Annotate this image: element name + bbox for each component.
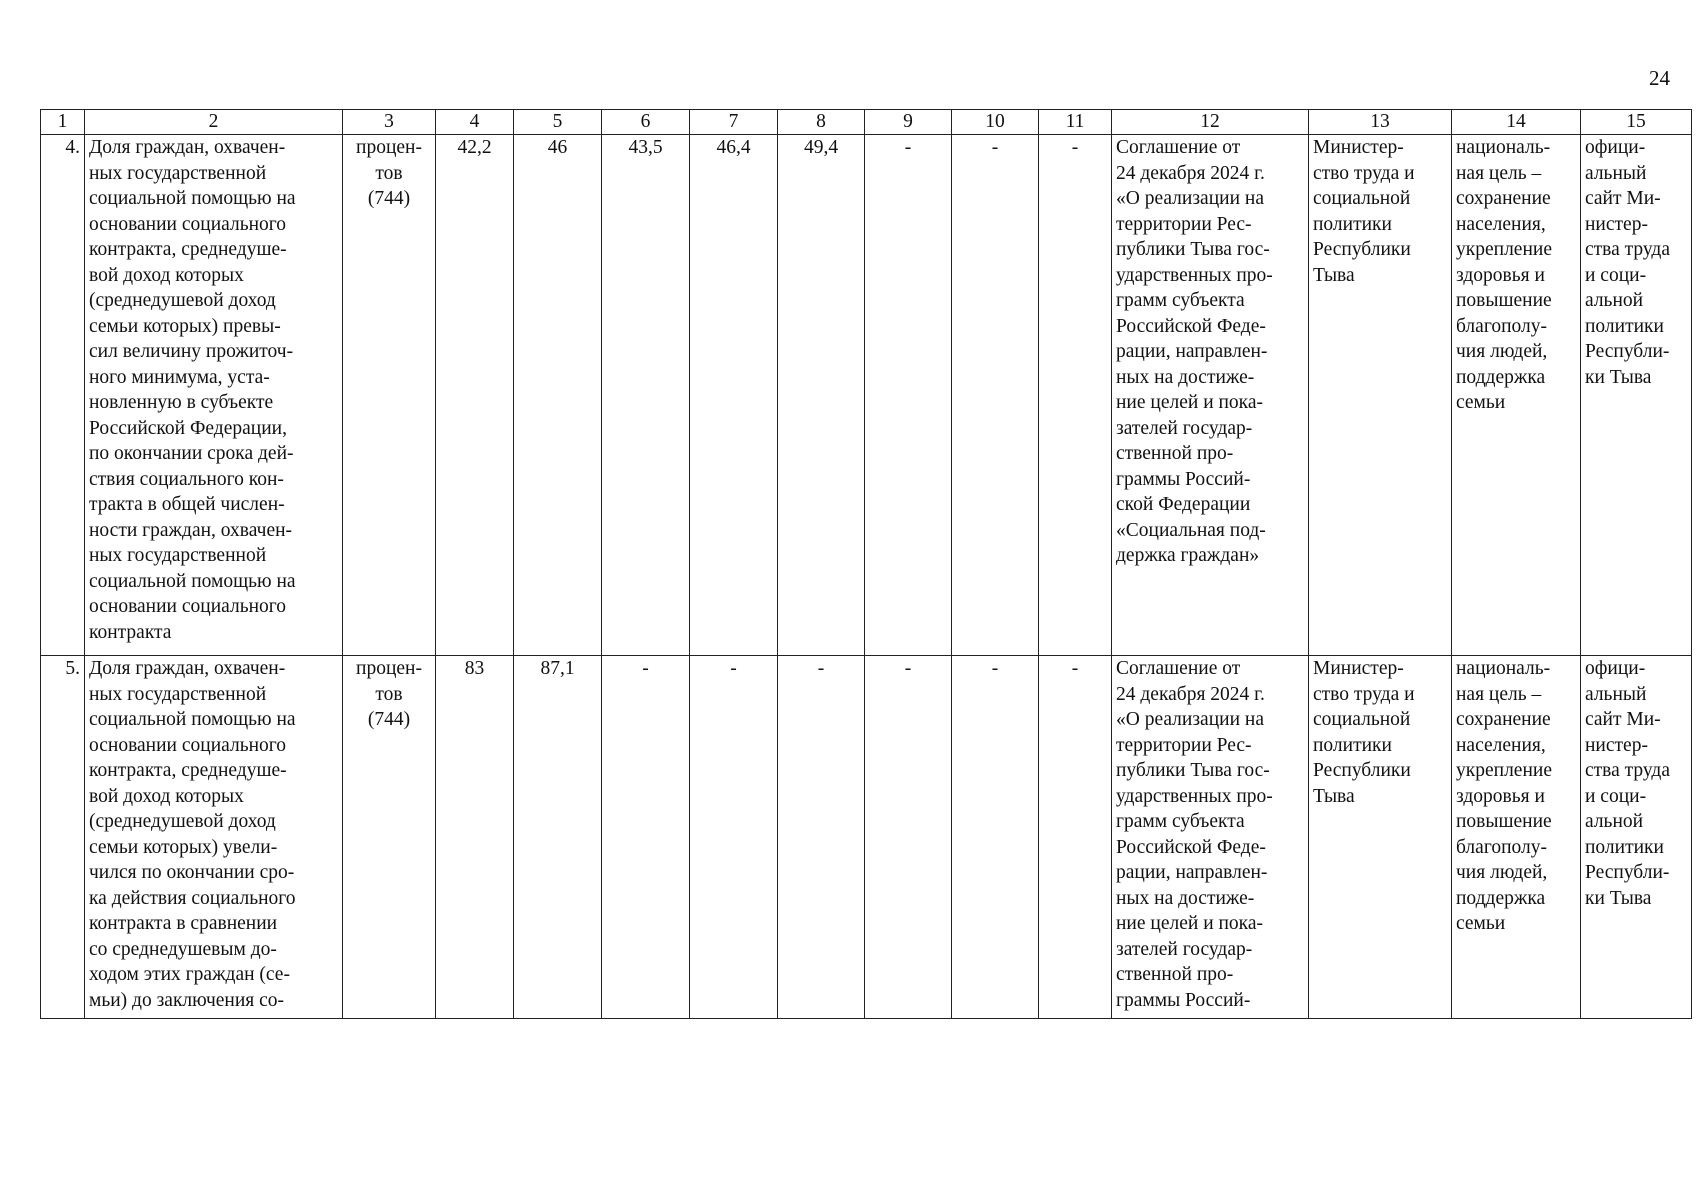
text-line: процен- <box>356 658 422 679</box>
text-line: Республики <box>1313 239 1411 260</box>
text-line: граммы Россий- <box>1116 468 1251 490</box>
text-line: тракта в общей числен- <box>89 494 285 515</box>
text-line: социальной <box>1313 709 1411 730</box>
text-line: нистер- <box>1585 734 1648 756</box>
text-line: зателей государ- <box>1116 417 1253 439</box>
text-line: территории Рес- <box>1116 734 1252 756</box>
text-line: ударственных про- <box>1116 785 1273 807</box>
text-line: тов <box>375 162 403 184</box>
text-line: националь- <box>1456 658 1551 679</box>
value-cell: - <box>952 656 1039 1019</box>
value-cell: 42,2 <box>436 135 514 656</box>
value-cell: - <box>865 656 952 1019</box>
text-line: «Социальная под- <box>1116 519 1266 541</box>
text-line: офици- <box>1585 658 1646 679</box>
text-line: ная цель – <box>1456 162 1542 184</box>
text-line: ство труда и <box>1313 162 1415 184</box>
text-line: чия людей, <box>1456 862 1548 883</box>
text-line: ние целей и пока- <box>1116 392 1264 413</box>
text-line: ных государственной <box>89 683 267 705</box>
text-line: ской Федерации <box>1116 494 1251 515</box>
text-line: основании социального <box>89 213 287 235</box>
text-line: основании социального <box>89 734 287 756</box>
text-line: укрепление <box>1456 239 1552 260</box>
text-line: благополу- <box>1456 315 1547 337</box>
responsible-body <box>1309 656 1452 1019</box>
value-cell: - <box>865 135 952 656</box>
text-line: националь- <box>1456 137 1551 158</box>
text-line: тов <box>375 683 403 705</box>
value-cell: - <box>1039 656 1112 1019</box>
column-header-row <box>41 110 1692 135</box>
column-header: 5 <box>514 110 602 135</box>
text-line: граммы Россий- <box>1116 989 1251 1011</box>
text-line: ных на достиже- <box>1116 887 1255 909</box>
text-line: чия людей, <box>1456 341 1548 362</box>
indicator-table <box>40 109 1692 1019</box>
text-line: рации, направлен- <box>1116 341 1268 362</box>
text-line: ки Тыва <box>1585 366 1652 388</box>
text-line: вой доход которых <box>89 264 244 286</box>
text-line: политики <box>1313 734 1392 756</box>
text-line: Тыва <box>1313 785 1355 807</box>
indicator-description <box>85 656 343 1019</box>
text-line: грамм субъекта <box>1116 290 1245 311</box>
text-line: альный <box>1585 162 1647 184</box>
value-cell: - <box>1039 135 1112 656</box>
text-line: альной <box>1585 811 1644 832</box>
unit-of-measure <box>343 656 436 1019</box>
text-line: основании социального <box>89 596 287 617</box>
value-cell: - <box>952 135 1039 656</box>
row-number: 5. <box>41 656 85 1019</box>
text-line: ство труда и <box>1313 683 1415 705</box>
text-line: грамм субъекта <box>1116 811 1245 832</box>
text-line: ная цель – <box>1456 683 1542 705</box>
text-line: (744) <box>367 188 411 209</box>
text-line: здоровья и <box>1456 785 1545 807</box>
text-line: зателей государ- <box>1116 938 1253 960</box>
data-source <box>1581 656 1692 1019</box>
text-line: территории Рес- <box>1116 213 1252 235</box>
text-line: семьи которых) превы- <box>89 315 281 337</box>
value-cell: 83 <box>436 656 514 1019</box>
text-line: ствия социального кон- <box>89 468 284 490</box>
text-line: благополу- <box>1456 836 1547 858</box>
text-line: вой доход которых <box>89 785 244 807</box>
text-line: ка действия социального <box>89 887 296 909</box>
text-line: по окончании срока дей- <box>89 443 294 464</box>
text-line: контракта <box>89 621 172 643</box>
text-line: и соци- <box>1585 264 1647 286</box>
value-cell: 87,1 <box>514 656 602 1019</box>
text-line: ности граждан, охвачен- <box>89 519 293 541</box>
text-line: нистер- <box>1585 213 1648 235</box>
text-line: Министер- <box>1313 137 1404 158</box>
text-line: контракта, среднедуше- <box>89 239 287 260</box>
text-line: Российской Феде- <box>1116 836 1266 858</box>
text-line: мьи) до заключения со- <box>89 989 285 1011</box>
text-line: социальной помощью на <box>89 570 296 592</box>
national-goal <box>1452 135 1581 656</box>
text-line: семьи <box>1456 913 1506 934</box>
table-row <box>41 135 1692 656</box>
unit-of-measure <box>343 135 436 656</box>
text-line: (744) <box>367 709 411 730</box>
national-goal <box>1452 656 1581 1019</box>
text-line: поддержка <box>1456 366 1546 388</box>
text-line: Российской Федерации, <box>89 417 287 439</box>
text-line: ных на достиже- <box>1116 366 1255 388</box>
table-row <box>41 656 1692 1019</box>
text-line: «О реализации на <box>1116 188 1264 209</box>
text-line: контракта в сравнении <box>89 913 278 934</box>
text-line: здоровья и <box>1456 264 1545 286</box>
responsible-body <box>1309 135 1452 656</box>
text-line: политики <box>1313 213 1392 235</box>
column-header: 1 <box>41 110 85 135</box>
text-line: Соглашение от <box>1116 658 1241 679</box>
value-cell: - <box>602 656 690 1019</box>
column-header: 3 <box>343 110 436 135</box>
text-line: политики <box>1585 836 1664 858</box>
text-line: ходом этих граждан (се- <box>89 964 290 985</box>
agreement-reference <box>1112 656 1309 1019</box>
indicator-description <box>85 135 343 656</box>
column-header: 2 <box>85 110 343 135</box>
text-line: публики Тыва гос- <box>1116 760 1270 781</box>
text-line: сайт Ми- <box>1585 709 1661 730</box>
data-source <box>1581 135 1692 656</box>
column-header: 11 <box>1039 110 1112 135</box>
text-line: ственной про- <box>1116 443 1234 464</box>
text-line: сохранение <box>1456 709 1551 730</box>
text-line: процен- <box>356 137 422 158</box>
column-header: 8 <box>778 110 865 135</box>
text-line: альный <box>1585 683 1647 705</box>
text-line: населения, <box>1456 734 1546 756</box>
text-line: 24 декабря 2024 г. <box>1116 162 1265 184</box>
text-line: Российской Феде- <box>1116 315 1266 337</box>
text-line: политики <box>1585 315 1664 337</box>
row-number: 4. <box>41 135 85 656</box>
text-line: сохранение <box>1456 188 1551 209</box>
column-header: 7 <box>690 110 778 135</box>
text-line: (среднедушевой доход <box>89 811 276 832</box>
text-line: контракта, среднедуше- <box>89 760 287 781</box>
text-line: семьи которых) увели- <box>89 836 278 858</box>
column-header: 12 <box>1112 110 1309 135</box>
value-cell: - <box>690 656 778 1019</box>
text-line: рации, направлен- <box>1116 862 1268 883</box>
text-line: ударственных про- <box>1116 264 1273 286</box>
text-line: Доля граждан, охвачен- <box>89 137 286 158</box>
text-line: населения, <box>1456 213 1546 235</box>
text-line: чился по окончании сро- <box>89 862 295 883</box>
value-cell: - <box>778 656 865 1019</box>
text-line: 24 декабря 2024 г. <box>1116 683 1265 705</box>
text-line: альной <box>1585 290 1644 311</box>
text-line: Тыва <box>1313 264 1355 286</box>
text-line: ства труда <box>1585 760 1671 781</box>
text-line: Министер- <box>1313 658 1404 679</box>
text-line: Республики <box>1313 760 1411 781</box>
text-line: социальной <box>1313 188 1411 209</box>
value-cell: 43,5 <box>602 135 690 656</box>
text-line: повышение <box>1456 290 1552 311</box>
text-line: новленную в субъекте <box>89 392 274 413</box>
page-number: 24 <box>1649 66 1670 90</box>
column-header: 10 <box>952 110 1039 135</box>
text-line: ного минимума, уста- <box>89 366 270 388</box>
column-header: 13 <box>1309 110 1452 135</box>
text-line: сил величину прожиточ- <box>89 341 294 362</box>
column-header: 14 <box>1452 110 1581 135</box>
text-line: ства труда <box>1585 239 1671 260</box>
text-line: публики Тыва гос- <box>1116 239 1270 260</box>
text-line: социальной помощью на <box>89 709 296 730</box>
text-line: офици- <box>1585 137 1646 158</box>
text-line: Соглашение от <box>1116 137 1241 158</box>
text-line: ние целей и пока- <box>1116 913 1264 934</box>
column-header: 4 <box>436 110 514 135</box>
text-line: и соци- <box>1585 785 1647 807</box>
value-cell: 46 <box>514 135 602 656</box>
text-line: ных государственной <box>89 162 267 184</box>
text-line: «О реализации на <box>1116 709 1264 730</box>
text-line: (среднедушевой доход <box>89 290 276 311</box>
text-line: держка граждан» <box>1116 545 1260 566</box>
text-line: укрепление <box>1456 760 1552 781</box>
column-header: 9 <box>865 110 952 135</box>
text-line: Республи- <box>1585 862 1670 883</box>
text-line: ки Тыва <box>1585 887 1652 909</box>
column-header: 15 <box>1581 110 1692 135</box>
text-line: социальной помощью на <box>89 188 296 209</box>
text-line: поддержка <box>1456 887 1546 909</box>
text-line: со среднедушевым до- <box>89 938 277 960</box>
text-line: Республи- <box>1585 341 1670 362</box>
value-cell: 46,4 <box>690 135 778 656</box>
text-line: Доля граждан, охвачен- <box>89 658 286 679</box>
text-line: ных государственной <box>89 545 267 566</box>
text-line: семьи <box>1456 392 1506 413</box>
text-line: повышение <box>1456 811 1552 832</box>
agreement-reference <box>1112 135 1309 656</box>
column-header: 6 <box>602 110 690 135</box>
text-line: сайт Ми- <box>1585 188 1661 209</box>
text-line: ственной про- <box>1116 964 1234 985</box>
value-cell: 49,4 <box>778 135 865 656</box>
